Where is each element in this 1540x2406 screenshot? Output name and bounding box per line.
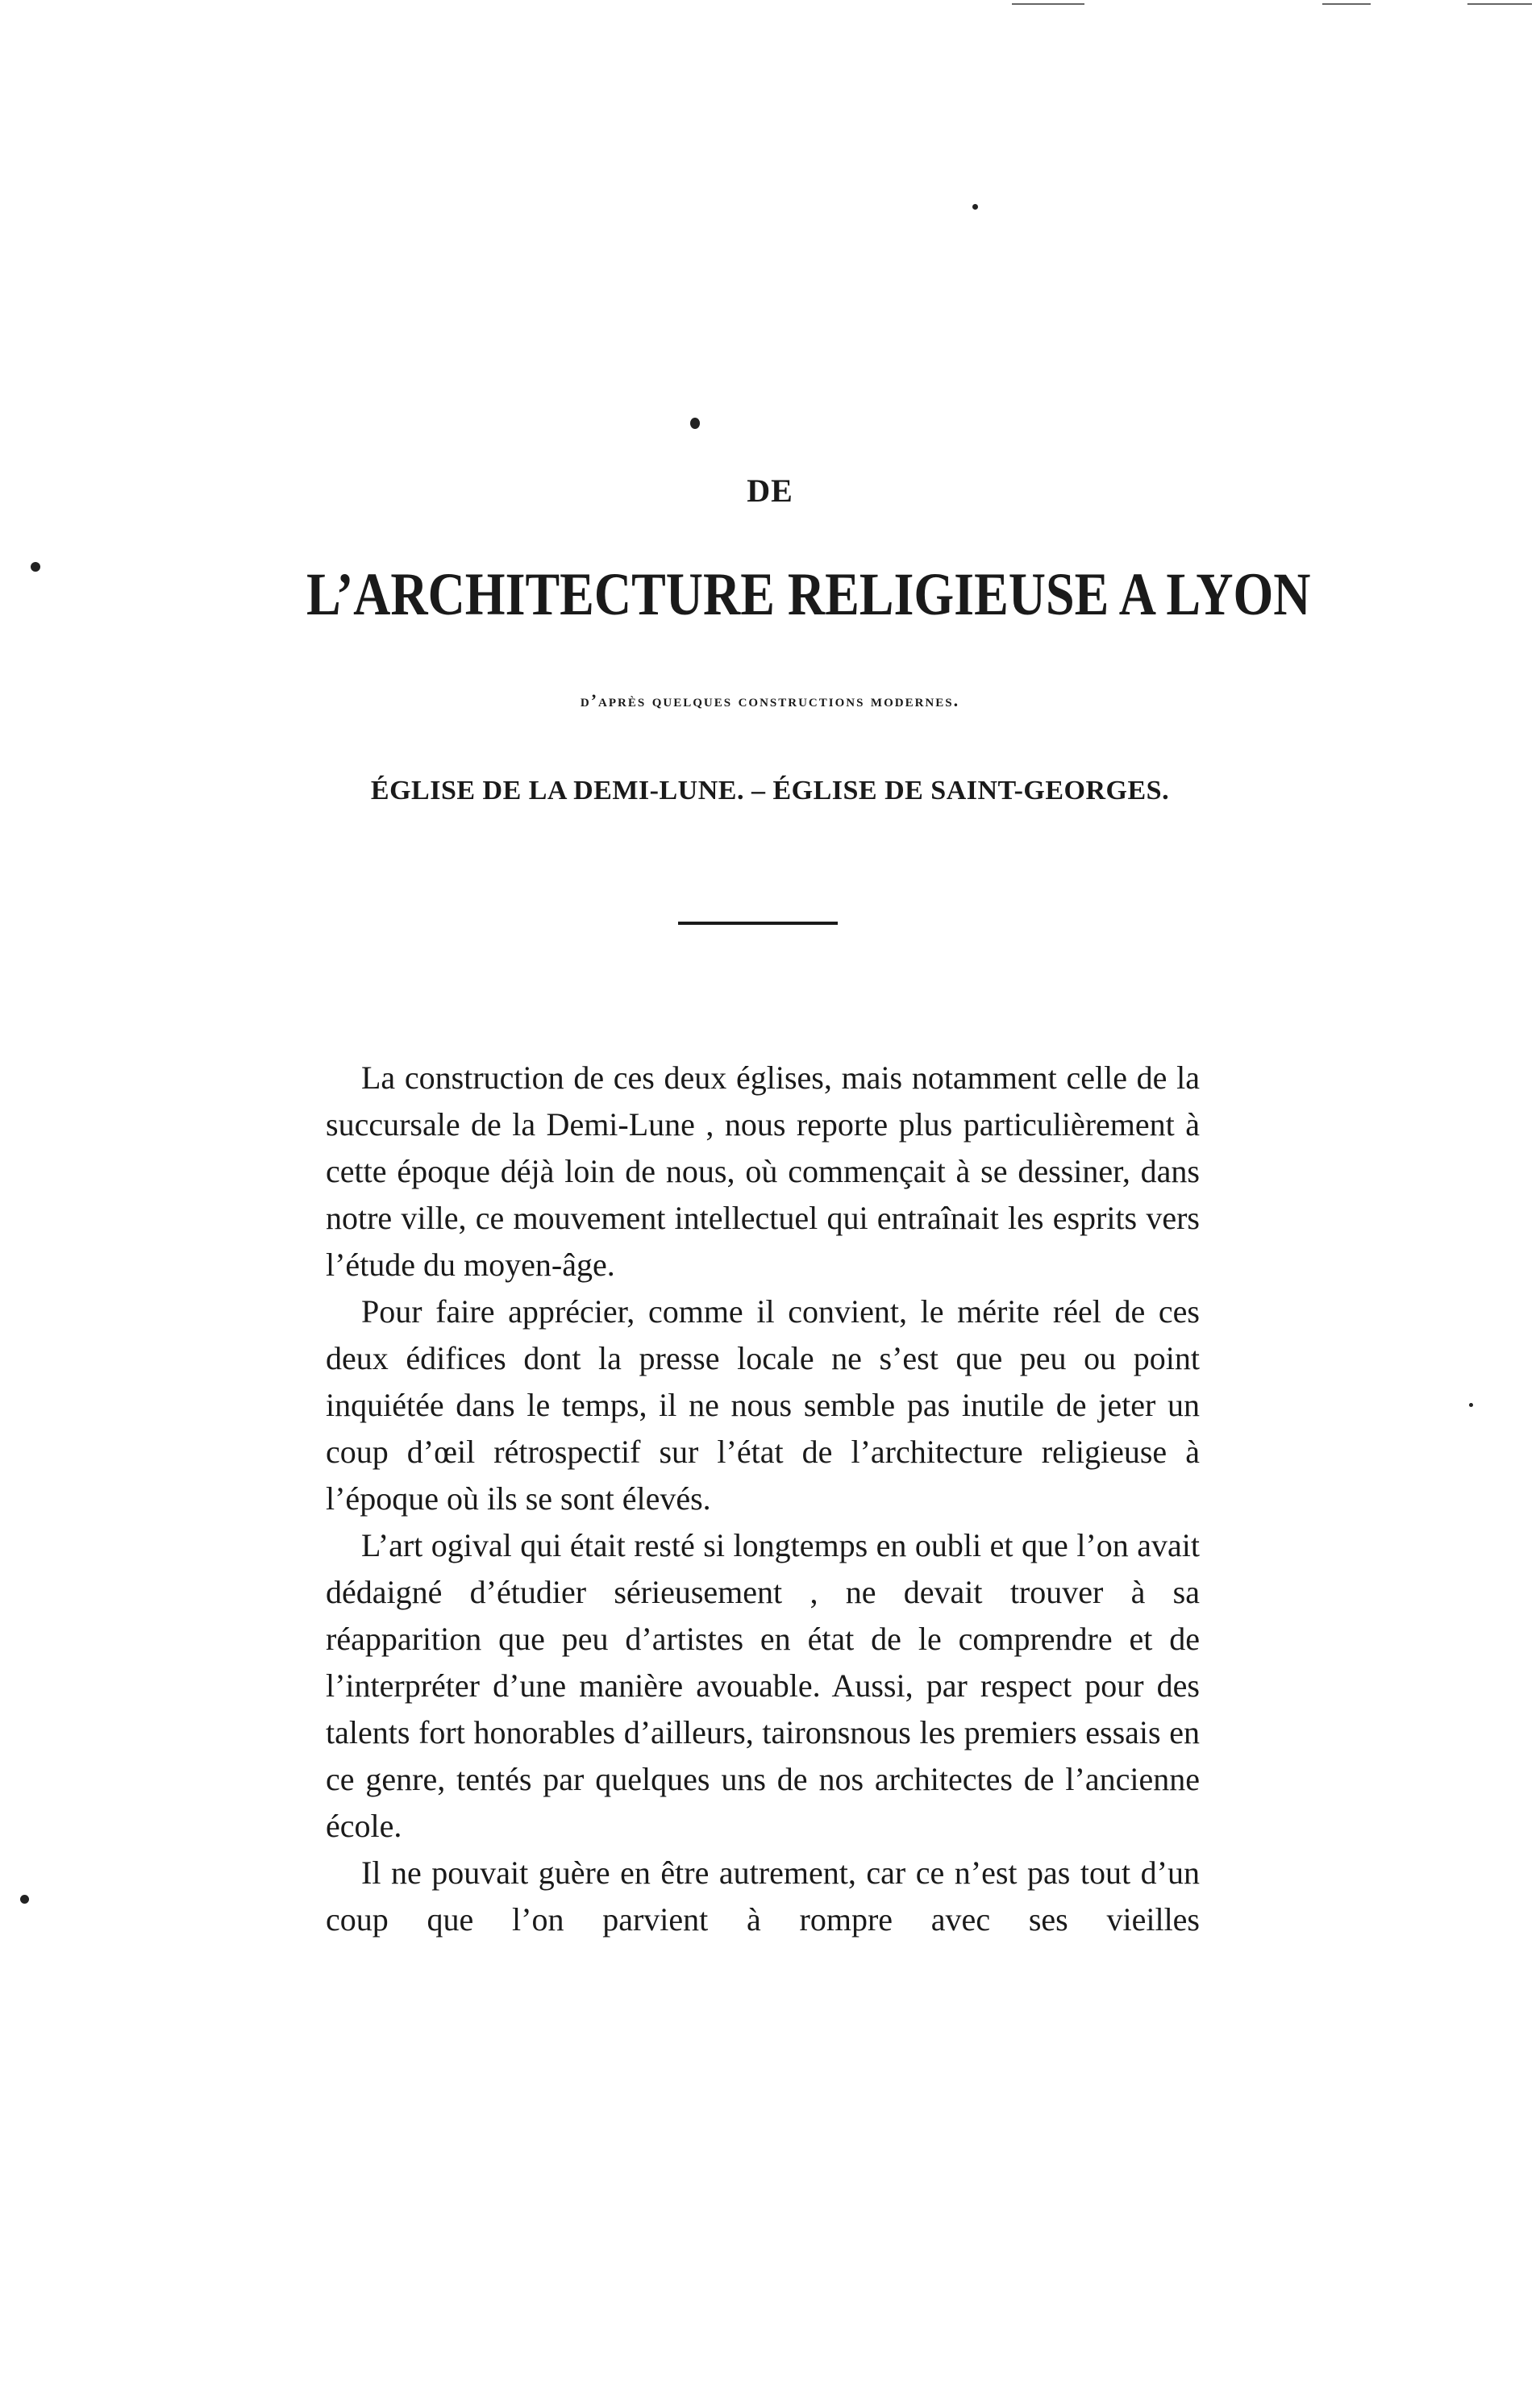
scan-speck: [1469, 1403, 1473, 1407]
churches-heading: ÉGLISE DE LA DEMI-LUNE. – ÉGLISE DE SAINT-GEORGES.: [370, 776, 1170, 805]
section-divider: [678, 922, 838, 925]
scan-speck: [690, 418, 700, 429]
paragraph-1: La construction de ces deux églises, mais notamment celle de la succursale de la Demi-Lune , nous reporte plus particulièrement à cette époque déjà loin de nous, où commençait à se dessiner, dans notre ville, ce mouvement intellectuel qui entraînait les esprits vers l’étude du moyen-âge.: [326, 1059, 1200, 1283]
paragraph-3: L’art ogival qui était resté si longtemps en oubli et que l’on avait dédaigné d’étudier sérieusement , ne devait trouver à sa réapparition que peu d’artistes en état de le comprendre et de l’interpréter d’une manière avouable. Aussi, par respect pour des talents fort honorables d’ailleurs, taironsnous les premiers essais en ce genre, tentés par quelques uns de nos architectes de l’ancienne école.: [326, 1527, 1200, 1844]
scan-speck: [972, 204, 978, 210]
scan-speck: [31, 562, 40, 572]
paragraph-2: Pour faire apprécier, comme il convient, le mérite réel de ces deux édifices dont la presse locale ne s’est que peu ou point inquiétée dans le temps, il ne nous semble pas inutile de jeter un coup d’œil rétrospectif sur l’état de l’architecture religieuse à l’époque où ils se sont élevés.: [326, 1293, 1200, 1517]
subtitle: d’après quelques constructions modernes.: [580, 690, 960, 710]
scan-speck: [20, 1895, 29, 1904]
page-title: L’ARCHITECTURE RELIGIEUSE A LYON: [306, 560, 1311, 628]
body-text: [326, 1055, 1200, 1943]
paragraph-4: Il ne pouvait guère en être autrement, car ce n’est pas tout d’un coup que l’on parvient à rompre avec ses vieilles: [326, 1854, 1200, 1938]
heading-de: DE: [747, 472, 793, 509]
scan-edge-mark: [1322, 3, 1371, 5]
scan-edge-mark: [1012, 3, 1084, 5]
scan-edge-mark: [1467, 3, 1532, 5]
